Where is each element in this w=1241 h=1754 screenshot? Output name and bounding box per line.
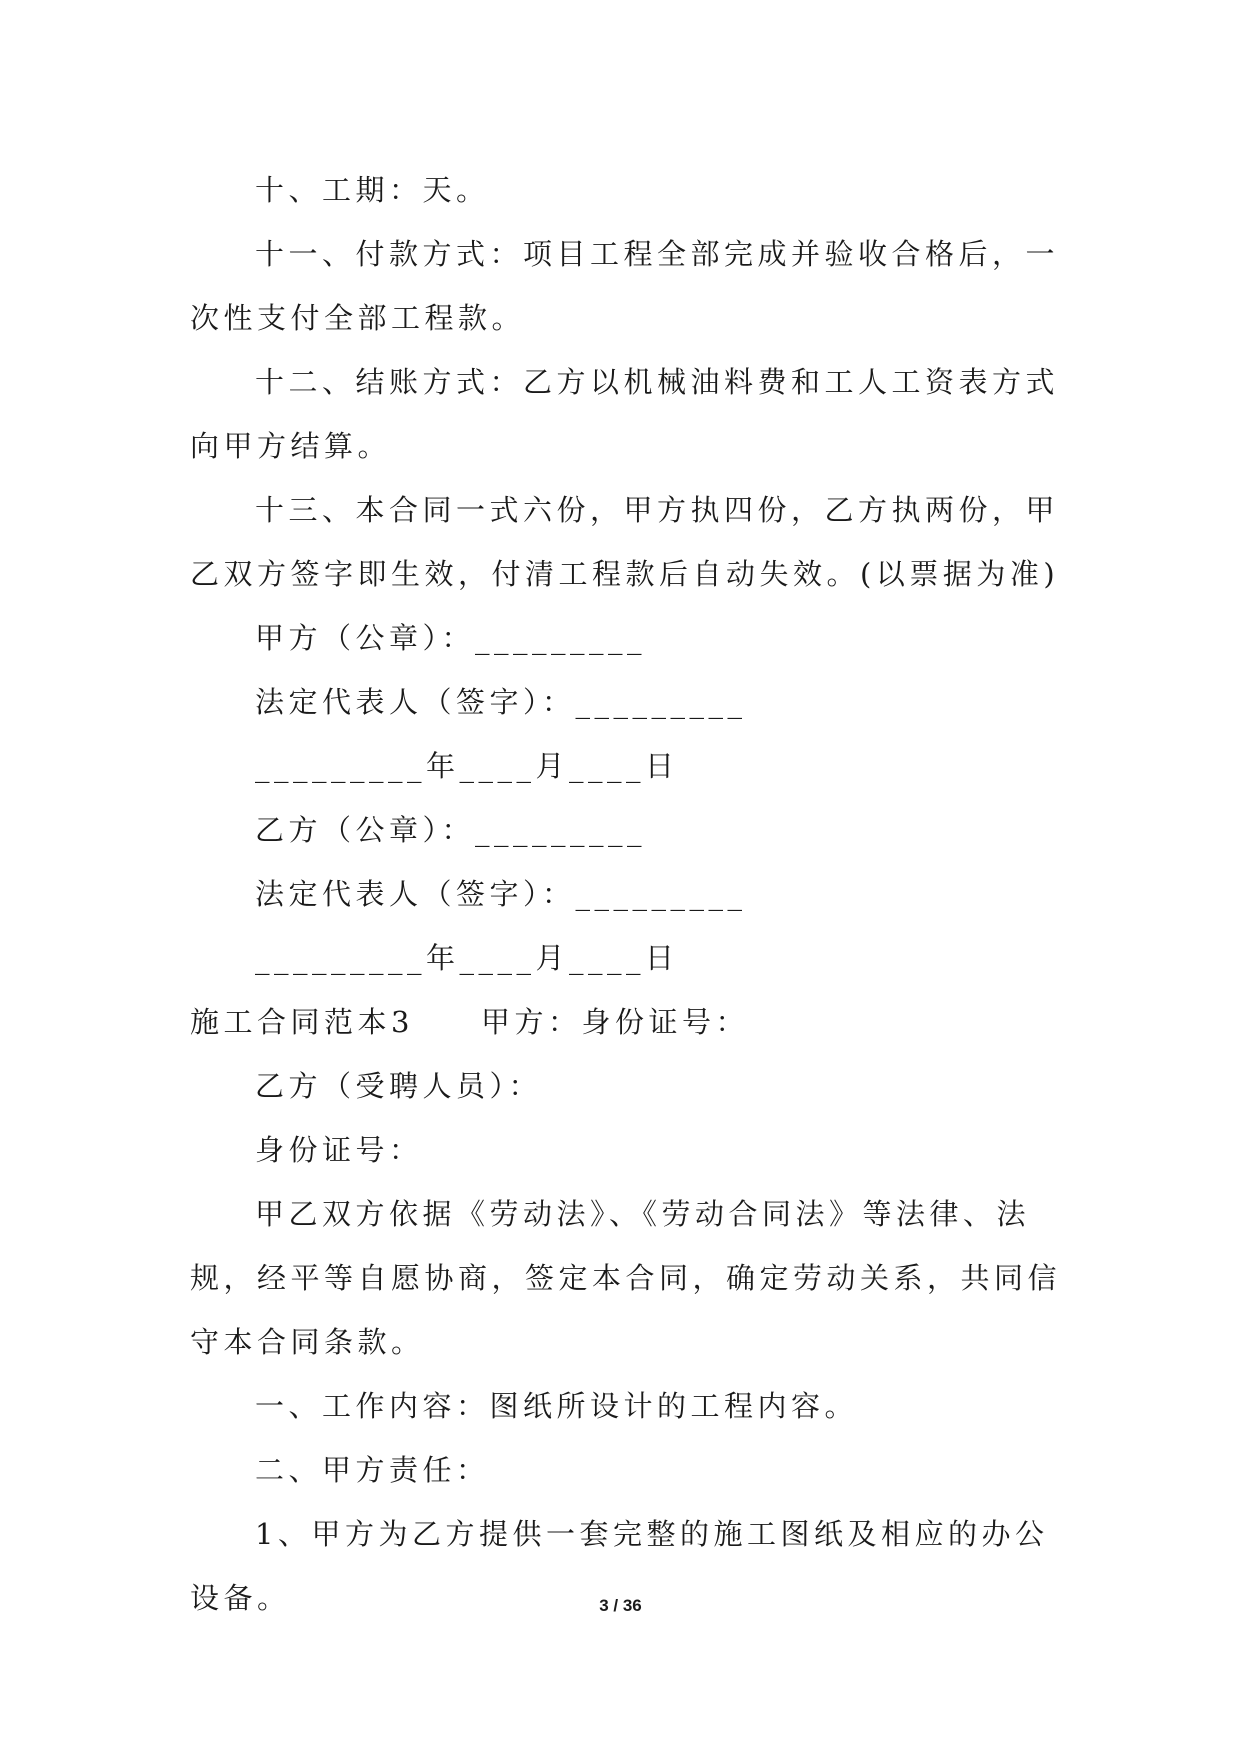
paragraph-party-a-duty-1: 1、甲方为乙方提供一套完整的施工图纸及相应的办公设备。 xyxy=(190,1517,1049,1615)
preamble-paragraph: 甲乙双方依据《劳动法》、《劳动合同法》等法律、法规，经平等自愿协商，签定本合同，确定劳动关系，共同信守本合同条款。 xyxy=(190,1197,1062,1359)
party-b-employee-line: 乙方（受聘人员）： xyxy=(255,1069,543,1103)
id-number-line: 身份证号： xyxy=(255,1133,423,1167)
document-body xyxy=(190,158,1070,1630)
paragraph-clause-10: 十、工期：天。 xyxy=(255,173,490,207)
party-b-date-line: _________年____月____日 xyxy=(255,941,679,975)
template-3-heading: 施工合同范本3 甲方：身份证号： xyxy=(190,1005,749,1039)
paragraph-work-content: 一、工作内容：图纸所设计的工程内容。 xyxy=(255,1389,859,1423)
paragraph-clause-11: 十一、付款方式：项目工程全部完成并验收合格后，一次性支付全部工程款。 xyxy=(190,237,1060,335)
page-number: 3 / 36 xyxy=(599,1596,642,1615)
paragraph-clause-13: 十三、本合同一式六份，甲方执四份，乙方执两份，甲乙双方签字即生效，付清工程款后自动失效。(以票据为准) xyxy=(190,493,1060,591)
party-a-seal-line: 甲方（公章）：_________ xyxy=(255,621,647,655)
paragraph-party-a-duty-heading: 二、甲方责任： xyxy=(255,1453,490,1487)
party-a-representative-line: 法定代表人（签字）：_________ xyxy=(255,685,747,719)
party-b-seal-line: 乙方（公章）：_________ xyxy=(255,813,647,847)
party-a-date-line: _________年____月____日 xyxy=(255,749,679,783)
party-b-representative-line: 法定代表人（签字）：_________ xyxy=(255,877,747,911)
paragraph-clause-12: 十二、结账方式：乙方以机械油料费和工人工资表方式向甲方结算。 xyxy=(190,365,1060,463)
